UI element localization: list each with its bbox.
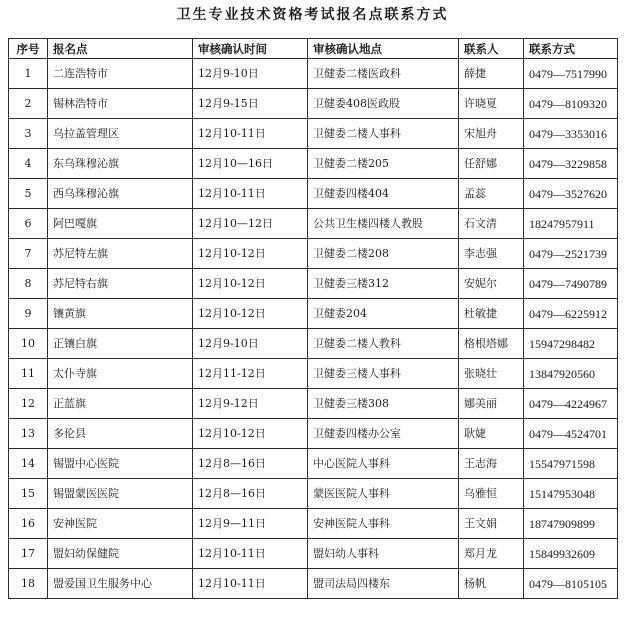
table-row — [9, 149, 618, 179]
cell-review-location: 卫健委204 — [308, 299, 459, 329]
cell-contact-phone: 0479—2521739 — [524, 239, 618, 269]
cell-registration-point: 太仆寺旗 — [48, 359, 193, 389]
cell-review-location: 公共卫生楼四楼人教股 — [308, 209, 459, 239]
cell-review-time: 12月10-12日 — [193, 239, 308, 269]
cell-number: 8 — [9, 269, 48, 299]
cell-review-time: 12月9-15日 — [193, 89, 308, 119]
cell-number: 14 — [9, 449, 48, 479]
cell-contact-phone: 0479—4524701 — [524, 419, 618, 449]
cell-contact-phone: 0479—6225912 — [524, 299, 618, 329]
column-header-review-time: 审核确认时间 — [193, 39, 308, 59]
cell-number: 16 — [9, 509, 48, 539]
cell-contact-phone: 0479—7490789 — [524, 269, 618, 299]
cell-review-location: 卫健委四楼办公室 — [308, 419, 459, 449]
cell-number: 17 — [9, 539, 48, 569]
table-row — [9, 569, 618, 599]
table-row — [9, 419, 618, 449]
cell-registration-point: 盟爱国卫生服务中心 — [48, 569, 193, 599]
cell-contact-person: 孟蕊 — [459, 179, 524, 209]
cell-number: 18 — [9, 569, 48, 599]
cell-review-location: 卫健委二楼人教科 — [308, 329, 459, 359]
table-body — [9, 59, 618, 599]
cell-registration-point: 多伦县 — [48, 419, 193, 449]
cell-number: 4 — [9, 149, 48, 179]
cell-review-location: 安神医院人事科 — [308, 509, 459, 539]
cell-contact-person: 宋旭舟 — [459, 119, 524, 149]
cell-number: 9 — [9, 299, 48, 329]
cell-review-time: 12月10-11日 — [193, 179, 308, 209]
column-header-registration-point: 报名点 — [48, 39, 193, 59]
cell-review-location: 卫健委四楼404 — [308, 179, 459, 209]
cell-number: 6 — [9, 209, 48, 239]
cell-registration-point: 正蓝旗 — [48, 389, 193, 419]
table-row — [9, 299, 618, 329]
table-row — [9, 509, 618, 539]
cell-contact-person: 娜美丽 — [459, 389, 524, 419]
cell-review-location: 蒙医医院人事科 — [308, 479, 459, 509]
cell-contact-phone: 0479—3353016 — [524, 119, 618, 149]
table-row — [9, 179, 618, 209]
cell-registration-point: 阿巴嘎旗 — [48, 209, 193, 239]
cell-contact-person: 郑月龙 — [459, 539, 524, 569]
cell-review-time: 12月9-12日 — [193, 389, 308, 419]
table-row — [9, 269, 618, 299]
table-row — [9, 449, 618, 479]
cell-contact-phone: 0479—8105105 — [524, 569, 618, 599]
cell-review-location: 卫健委三楼308 — [308, 389, 459, 419]
cell-review-location: 盟妇幼人事科 — [308, 539, 459, 569]
table-row — [9, 59, 618, 89]
cell-review-time: 12月10-12日 — [193, 419, 308, 449]
table-row — [9, 359, 618, 389]
cell-review-location: 卫健委二楼医政科 — [308, 59, 459, 89]
page-title: 卫生专业技术资格考试报名点联系方式 — [176, 7, 449, 23]
cell-registration-point: 盟妇幼保健院 — [48, 539, 193, 569]
cell-contact-phone: 0479—3229858 — [524, 149, 618, 179]
cell-number: 7 — [9, 239, 48, 269]
cell-contact-person: 任舒娜 — [459, 149, 524, 179]
cell-review-time: 12月8—16日 — [193, 479, 308, 509]
cell-contact-phone: 15547971598 — [524, 449, 618, 479]
cell-review-time: 12月11-12日 — [193, 359, 308, 389]
cell-review-location: 卫健委三楼312 — [308, 269, 459, 299]
cell-review-time: 12月10—16日 — [193, 149, 308, 179]
cell-review-time: 12月10-11日 — [193, 539, 308, 569]
table-row — [9, 479, 618, 509]
cell-number: 3 — [9, 119, 48, 149]
cell-registration-point: 正镶白旗 — [48, 329, 193, 359]
cell-contact-phone: 15947298482 — [524, 329, 618, 359]
cell-registration-point: 苏尼特右旗 — [48, 269, 193, 299]
cell-review-location: 卫健委二楼208 — [308, 239, 459, 269]
cell-review-time: 12月9-10日 — [193, 329, 308, 359]
column-header-review-location: 审核确认地点 — [308, 39, 459, 59]
cell-registration-point: 苏尼特左旗 — [48, 239, 193, 269]
cell-review-time: 12月8—16日 — [193, 449, 308, 479]
cell-contact-person: 张晓壮 — [459, 359, 524, 389]
cell-review-time: 12月9—11日 — [193, 509, 308, 539]
cell-contact-person: 王文娟 — [459, 509, 524, 539]
cell-contact-person: 安妮尔 — [459, 269, 524, 299]
table-row — [9, 209, 618, 239]
cell-registration-point: 锡林浩特市 — [48, 89, 193, 119]
column-header-contact-phone: 联系方式 — [524, 39, 618, 59]
cell-contact-person: 李志强 — [459, 239, 524, 269]
column-header-number: 序号 — [9, 39, 48, 59]
cell-number: 10 — [9, 329, 48, 359]
cell-registration-point: 安神医院 — [48, 509, 193, 539]
cell-review-location: 卫健委三楼人事科 — [308, 359, 459, 389]
cell-number: 15 — [9, 479, 48, 509]
cell-review-time: 12月10-11日 — [193, 569, 308, 599]
cell-review-time: 12月9-10日 — [193, 59, 308, 89]
cell-review-time: 12月10-11日 — [193, 119, 308, 149]
cell-number: 11 — [9, 359, 48, 389]
cell-review-location: 卫健委二楼205 — [308, 149, 459, 179]
cell-number: 13 — [9, 419, 48, 449]
cell-contact-person: 乌雅恒 — [459, 479, 524, 509]
cell-registration-point: 镶黄旗 — [48, 299, 193, 329]
table-row — [9, 539, 618, 569]
cell-contact-person: 许晓夏 — [459, 89, 524, 119]
cell-contact-person: 薛捷 — [459, 59, 524, 89]
table-row — [9, 329, 618, 359]
cell-contact-person: 格根塔娜 — [459, 329, 524, 359]
cell-contact-person: 杜敏捷 — [459, 299, 524, 329]
cell-number: 2 — [9, 89, 48, 119]
table-row — [9, 389, 618, 419]
cell-registration-point: 锡盟中心医院 — [48, 449, 193, 479]
cell-contact-person: 耿婕 — [459, 419, 524, 449]
cell-contact-person: 石文清 — [459, 209, 524, 239]
cell-review-time: 12月10-12日 — [193, 299, 308, 329]
table-row — [9, 239, 618, 269]
cell-contact-person: 杨帆 — [459, 569, 524, 599]
table-row — [9, 119, 618, 149]
cell-registration-point: 乌拉盖管理区 — [48, 119, 193, 149]
cell-contact-phone: 0479—8109320 — [524, 89, 618, 119]
cell-contact-phone: 0479—7517990 — [524, 59, 618, 89]
cell-review-location: 卫健委二楼人事科 — [308, 119, 459, 149]
cell-contact-phone: 18747909899 — [524, 509, 618, 539]
cell-registration-point: 东乌珠穆沁旗 — [48, 149, 193, 179]
cell-review-time: 12月10—12日 — [193, 209, 308, 239]
cell-contact-phone: 15147953048 — [524, 479, 618, 509]
column-header-contact-person: 联系人 — [459, 39, 524, 59]
table-row — [9, 89, 618, 119]
cell-review-time: 12月10-12日 — [193, 269, 308, 299]
cell-number: 5 — [9, 179, 48, 209]
cell-contact-phone: 18247957911 — [524, 209, 618, 239]
cell-number: 1 — [9, 59, 48, 89]
cell-registration-point: 二连浩特市 — [48, 59, 193, 89]
table-header-row — [9, 39, 618, 59]
cell-contact-person: 王志海 — [459, 449, 524, 479]
cell-registration-point: 锡盟蒙医医院 — [48, 479, 193, 509]
cell-registration-point: 西乌珠穆沁旗 — [48, 179, 193, 209]
contacts-table — [8, 38, 618, 599]
cell-review-location: 中心医院人事科 — [308, 449, 459, 479]
cell-contact-phone: 15849932609 — [524, 539, 618, 569]
cell-number: 12 — [9, 389, 48, 419]
cell-contact-phone: 0479—4224967 — [524, 389, 618, 419]
cell-review-location: 盟司法局四楼东 — [308, 569, 459, 599]
cell-contact-phone: 13847920560 — [524, 359, 618, 389]
cell-contact-phone: 0479—3527620 — [524, 179, 618, 209]
cell-review-location: 卫健委408医政股 — [308, 89, 459, 119]
